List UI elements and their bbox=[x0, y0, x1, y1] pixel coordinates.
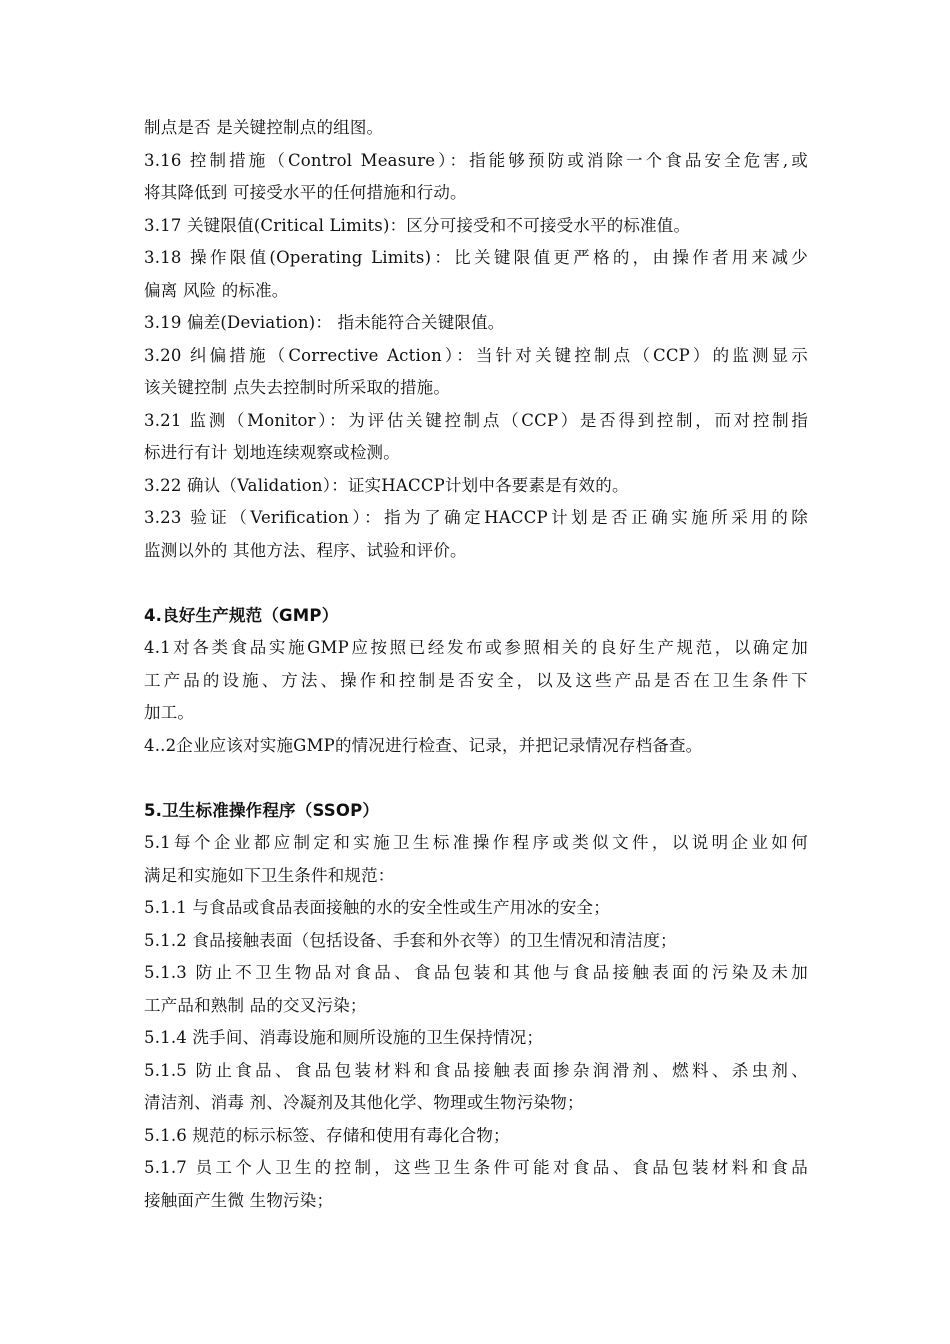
text-line: 5.1.7 员工个人卫生的控制，这些卫生条件可能对食品、食品包装材料和食品 bbox=[144, 1158, 808, 1177]
text-line: 加工。 bbox=[144, 703, 195, 722]
text-line: 5.1.2 食品接触表面（包括设备、手套和外衣等）的卫生情况和清洁度； bbox=[144, 930, 677, 950]
text-line: 5.1.1 与食品或食品表面接触的水的安全性或生产用冰的安全； bbox=[144, 898, 610, 917]
text-line: 4..2企业应该对实施GMP的情况进行检查、记录，并把记录情况存档备查。 bbox=[144, 735, 703, 755]
text-line: 5.1每个企业都应制定和实施卫生标准操作程序或类似文件，以说明企业如何 bbox=[144, 833, 808, 852]
text-line: 将其降低到 可接受水平的任何措施和行动。 bbox=[144, 183, 467, 202]
section-heading: 4.良好生产规范（GMP） bbox=[144, 605, 339, 625]
text-line: 工产品和熟制 品的交叉污染； bbox=[144, 995, 367, 1015]
text-line: 该关键控制 点失去控制时所采取的措施。 bbox=[144, 378, 451, 397]
text-line: 偏离 风险 的标准。 bbox=[144, 280, 289, 300]
text-line: 接触面产生微 生物污染； bbox=[144, 1190, 334, 1210]
text-line: 3.18 操作限值(Operating Limits)：比关键限值更严格的，由操作者用来减少 bbox=[144, 248, 808, 267]
text-line: 工产品的设施、方法、操作和控制是否安全，以及这些产品是否在卫生条件下 bbox=[144, 670, 808, 690]
text-line: 3.16 控制措施（Control Measure）：指能够预防或消除一个食品安全危害,或 bbox=[144, 150, 808, 170]
paragraph-gap bbox=[144, 762, 808, 795]
text-line: 4.1对各类食品实施GMP应按照已经发布或参照相关的良好生产规范，以确定加 bbox=[144, 638, 808, 657]
text-line: 3.17 关键限值(Critical Limits)：区分可接受和不可接受水平的标准值。 bbox=[144, 215, 691, 235]
text-line: 5.1.4 洗手间、消毒设施和厕所设施的卫生保持情况； bbox=[144, 1028, 544, 1047]
text-line: 标进行有计 划地连续观察或检测。 bbox=[144, 443, 400, 462]
text-line: 3.20 纠偏措施（Corrective Action）：当针对关键控制点（CCP）的监测显示 bbox=[144, 345, 808, 365]
text-line: 3.22 确认（Validation）：证实HACCP计划中各要素是有效的。 bbox=[144, 475, 629, 495]
document-body bbox=[144, 112, 808, 1217]
paragraph-gap bbox=[144, 567, 808, 600]
section-heading: 5.卫生标准操作程序（SSOP） bbox=[144, 800, 380, 820]
text-line: 3.23 验证（Verification）：指为了确定HACCP计划是否正确实施所采用的除 bbox=[144, 508, 808, 527]
text-line: 满足和实施如下卫生条件和规范： bbox=[144, 865, 395, 885]
text-line: 监测以外的 其他方法、程序、试验和评价。 bbox=[144, 540, 467, 560]
text-line: 清洁剂、消毒 剂、冷凝剂及其他化学、物理或生物污染物； bbox=[144, 1093, 584, 1112]
text-line: 制点是否 是关键控制点的组图。 bbox=[144, 118, 384, 137]
text-line: 5.1.5 防止食品、食品包装材料和食品接触表面掺杂润滑剂、燃料、杀虫剂、 bbox=[144, 1060, 808, 1080]
text-line: 5.1.6 规范的标示标签、存储和使用有毒化合物； bbox=[144, 1125, 510, 1145]
text-line: 3.21 监测（Monitor）：为评估关键控制点（CCP）是否得到控制，而对控制指 bbox=[144, 410, 808, 430]
text-line: 5.1.3 防止不卫生物品对食品、食品包装和其他与食品接触表面的污染及未加 bbox=[144, 963, 808, 982]
text-line: 3.19 偏差(Deviation)： 指未能符合关键限值。 bbox=[144, 313, 505, 332]
